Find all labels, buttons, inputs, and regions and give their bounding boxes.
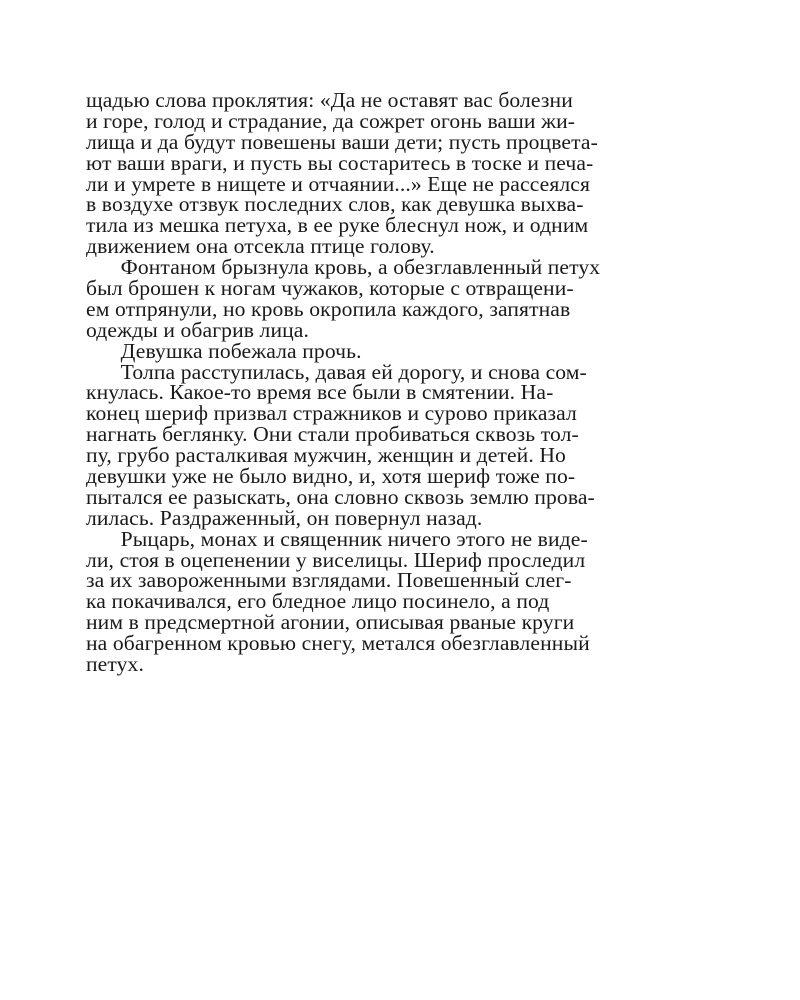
paragraph-4: [86, 359, 688, 530]
text-line: ли и умрете в нищете и отчаянии...» Еще не рассеялся: [86, 171, 591, 196]
text-line: ним в предсмертной агонии, описывая рваные круги: [86, 610, 575, 635]
text-line: ем отпрянули, но кровь окропила каждого, запятнав: [86, 296, 571, 321]
text-line: лища и да будут повешены ваши дети; пусть процвета-: [86, 129, 598, 154]
text-line: ют ваши враги, и пусть вы состаритесь в тоске и печа-: [86, 150, 594, 175]
text-line: тила из мешка петуха, в ее руке блеснул нож, и одним: [86, 213, 589, 238]
paragraph-5: [86, 526, 688, 677]
text-line: щадью слова проклятия: «Да не оставят вас болезни: [86, 88, 573, 112]
text-line: конец шериф призвал стражников и сурово приказал: [86, 401, 577, 426]
text-line: ка покачивался, его бледное лицо посинело, а под: [86, 589, 550, 614]
text-line: Рыцарь, монах и священник ничего этого не виде-: [120, 526, 588, 551]
text-line: на обагренном кровью снегу, метался обезглавленный: [86, 631, 590, 656]
text-line: Девушка побежала прочь.: [120, 338, 362, 363]
paragraph-3: [86, 338, 688, 363]
text-line: и горе, голод и страдание, да сожрет огонь ваши жи-: [86, 108, 576, 133]
text-line: нагнать беглянку. Они стали пробиваться сквозь тол-: [86, 422, 579, 447]
text-line: был брошен к ногам чужаков, которые с отвращени-: [86, 276, 574, 301]
text-line: ли, стоя в оцепенении у виселицы. Шериф проследил: [86, 547, 586, 572]
page-text: [86, 90, 688, 675]
text-line: кнулась. Какое-то время все были в смятении. На-: [86, 380, 554, 405]
paragraph-1: [86, 90, 688, 257]
text-line: лилась. Раздраженный, он повернул назад.: [86, 505, 483, 530]
text-line: за их завороженными взглядами. Повешенный слег-: [86, 568, 572, 593]
text-line: пу, грубо расталкивая мужчин, женщин и детей. Но: [86, 443, 566, 468]
text-line: в воздухе отзвук последних слов, как девушка выхва-: [86, 192, 584, 217]
text-line: пытался ее разыскать, она словно сквозь землю прова-: [86, 484, 595, 509]
text-line: Фонтаном брызнула кровь, а обезглавленный петух: [120, 255, 601, 280]
text-line: петух.: [86, 652, 144, 677]
text-line: Толпа расступилась, давая ей дорогу, и снова сом-: [120, 359, 587, 384]
paragraph-2: [86, 257, 688, 341]
text-line: девушки уже не было видно, и, хотя шериф тоже по-: [86, 464, 576, 489]
text-line: одежды и обагрив лица.: [86, 317, 309, 342]
text-line: движением она отсекла птице голову.: [86, 234, 435, 259]
